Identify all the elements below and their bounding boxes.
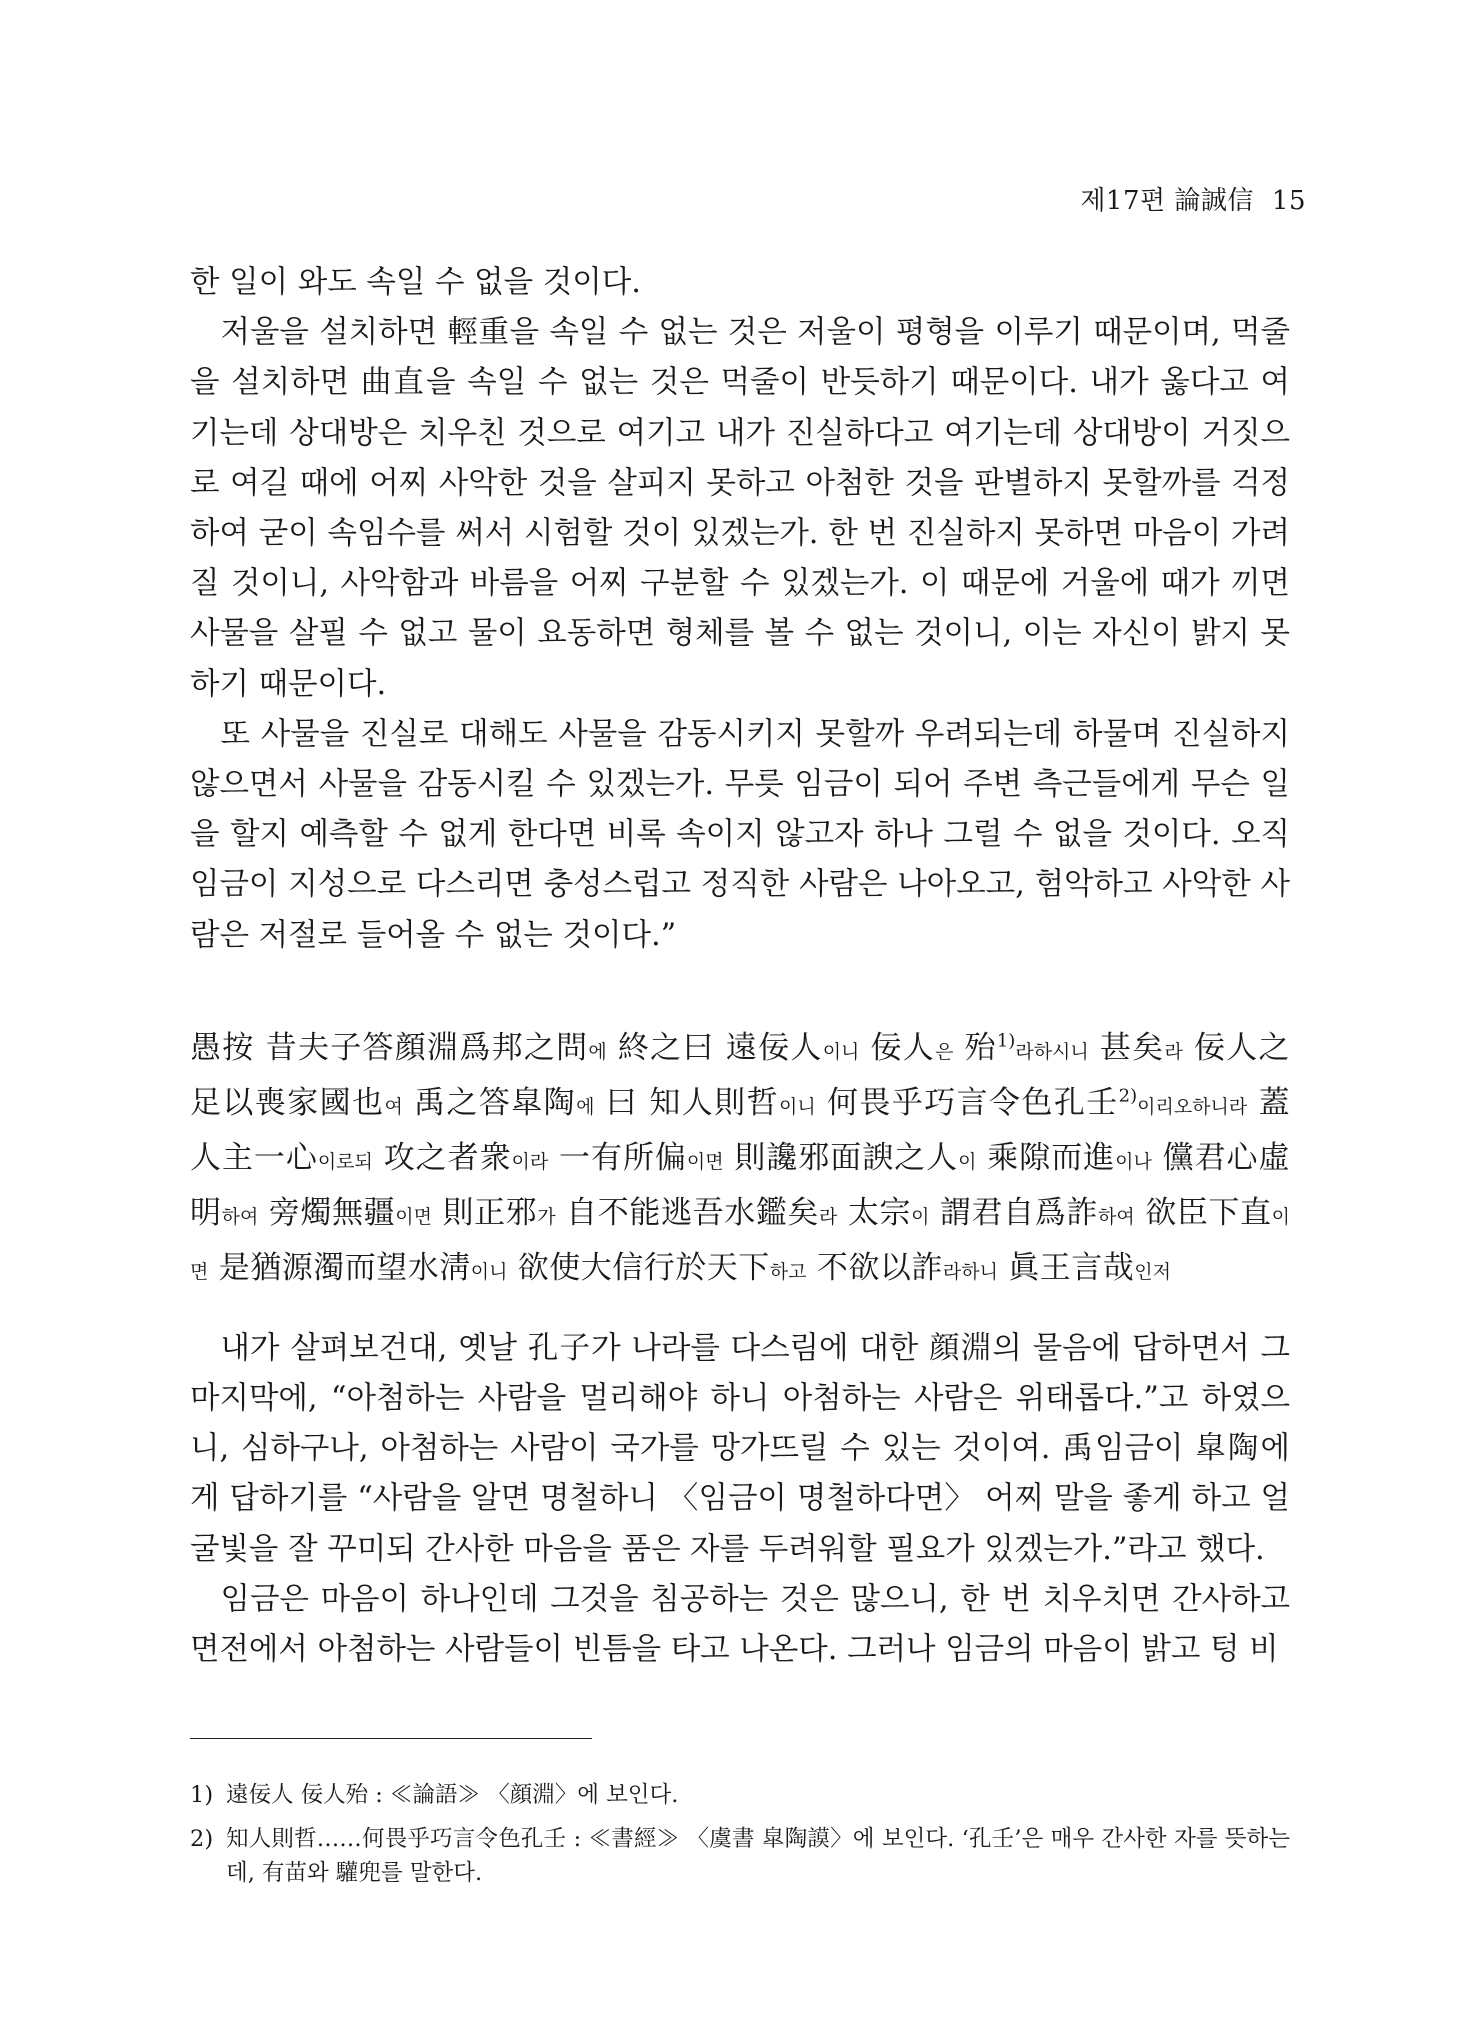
classical-text: 旁燭無疆: [258, 1194, 396, 1231]
hangul-particle: 이로되: [317, 1150, 373, 1173]
page-number: 15: [1271, 186, 1306, 216]
hangul-particle: 하고: [769, 1260, 807, 1283]
paragraph: 한 일이 와도 속일 수 없을 것이다.: [190, 265, 641, 300]
classical-text: 自不能逃吾水鑑矣: [555, 1194, 820, 1231]
paragraph: 저울을 설치하면 輕重을 속일 수 없는 것은 저울이 평형을 이루기 때문이며, 먹줄을 설치하면 曲直을 속일 수 없는 것은 먹줄이 반듯하기 때문이다. 내가 옳다고 여기는데 상대방은 치우친 것으로 여기고 내가 진실하다고 여기는데 상대방이 거짓으로 여길 때에 어찌 사악한 것을 살피지 못하고 아첨한 것을 판별하지 못할까를 걱정하여 굳이 속임수를 써서 시험할 것이 있겠는가. 한 번 진실하지 못하면 마음이 가려질 것이니, 사악함과 바름을 어찌 구분할 수 있겠는가. 이 때문에 거울에 때가 끼면 사물을 살필 수 없고 물이 요동하면 형체를 볼 수 없는 것이니, 이는 자신이 밝지 못하기 때문이다.: [190, 315, 1290, 702]
footnote-number: 1): [190, 1782, 214, 1808]
paragraph: 또 사물을 진실로 대해도 사물을 감동시키지 못할까 우려되는데 하물며 진실하지 않으면서 사물을 감동시킬 수 있겠는가. 무릇 임금이 되어 주변 측근들에게 무슨 일을 할지 예측할 수 없게 한다면 비록 속이지 않고자 하나 그럴 수 없을 것이다. 오직 임금이 지성으로 다스리면 충성스럽고 정직한 사람은 나아오고, 험악하고 사악한 사람은 저절로 들어올 수 없는 것이다.”: [190, 716, 1290, 953]
classical-text: 眞王言哉: [997, 1249, 1135, 1286]
classical-text: 甚矣: [1088, 1029, 1165, 1066]
footnote-ref-1[interactable]: 1): [996, 1030, 1016, 1052]
hangul-particle: 이면: [395, 1205, 432, 1228]
classical-text: 乘隙而進: [976, 1139, 1116, 1176]
classical-text: 不欲以詐: [806, 1249, 943, 1286]
hangul-particle: 이: [958, 1150, 977, 1173]
classical-text: 禹之答皐陶: [402, 1084, 577, 1121]
running-head: [1080, 180, 1306, 217]
hangul-particle: 이니: [822, 1040, 860, 1063]
hangul-particle: 이면: [686, 1150, 724, 1173]
classical-text: 儻君心虛明: [190, 1139, 1291, 1231]
footnote-text: 知人則哲……何畏乎巧言令色孔壬 : ≪書經≫ 〈虞書 皐陶謨〉에 보인다. ‘孔壬’은 매우 간사한 자를 뜻하는데, 有苗와 驩兜를 말한다.: [226, 1826, 1290, 1886]
classical-text: 則正邪: [431, 1194, 538, 1231]
footnote-1: [190, 1778, 1290, 1812]
hangul-particle: 라하시니: [1015, 1040, 1089, 1063]
footnotes: [190, 1778, 1290, 1900]
classical-text: 一有所偏: [548, 1139, 687, 1176]
hangul-particle: 이니: [470, 1260, 508, 1283]
classical-text: 曰 知人則哲: [594, 1084, 779, 1121]
classical-text: 蓋人主一心: [190, 1084, 1290, 1176]
paragraph: 임금은 마음이 하나인데 그것을 침공하는 것은 많으니, 한 번 치우치면 간사하고 면전에서 아첨하는 사람들이 빈틈을 타고 나온다. 그러나 임금의 마음이 밝고 텅 비: [190, 1581, 1290, 1668]
hangul-particle: 이나: [1115, 1150, 1152, 1173]
classical-text: 攻之者衆: [372, 1139, 512, 1176]
hangul-particle: 이라: [511, 1150, 549, 1173]
hangul-particle: 하여: [221, 1205, 259, 1228]
classical-text: 佞人之足以喪家國也: [190, 1029, 1290, 1121]
hangul-particle: 라: [1164, 1040, 1183, 1063]
footnote-ref-2[interactable]: 2): [1118, 1085, 1138, 1107]
hangul-particle: 여: [384, 1095, 403, 1118]
classical-text: 欲臣下直: [1134, 1194, 1272, 1231]
classical-text: 愚按 昔夫子答顔淵爲邦之問: [190, 1029, 589, 1066]
hangul-particle: 이: [911, 1205, 930, 1228]
footnote-text: 遠佞人 佞人殆 : ≪論語≫ 〈顔淵〉에 보인다.: [226, 1782, 679, 1808]
classical-text: 何畏乎巧言令色孔壬: [815, 1084, 1119, 1121]
classical-text: 則讒邪面諛之人: [723, 1139, 959, 1176]
hangul-particle: 하여: [1098, 1205, 1135, 1228]
classical-text: 終之曰 遠佞人: [606, 1029, 823, 1066]
hangul-particle: 에: [588, 1040, 607, 1063]
classical-text: 是猶源濁而望水淸: [208, 1249, 471, 1286]
classical-text: 欲使大信行於天下: [507, 1249, 770, 1286]
classical-text: 殆: [953, 1029, 997, 1066]
hangul-particle: 에: [576, 1095, 595, 1118]
footnote-divider: [190, 1738, 592, 1739]
chapter-title: 제17편 論誠信: [1080, 186, 1254, 216]
hangul-particle: 라: [819, 1205, 838, 1228]
hangul-particle: 이면: [190, 1205, 1291, 1283]
classical-chinese-passage: [190, 1023, 1290, 1298]
footnote-2: [190, 1822, 1290, 1890]
paragraph: 내가 살펴보건대, 옛날 孔子가 나라를 다스림에 대한 顔淵의 물음에 답하면서 그 마지막에, “아첨하는 사람을 멀리해야 하니 아첨하는 사람은 위태롭다.”고 하였으니, 심하구나, 아첨하는 사람이 국가를 망가뜨릴 수 있는 것이여. 禹임금이 皐陶에게 답하기를 “사람을 알면 명철하니 〈임금이 명철하다면〉 어찌 말을 좋게 하고 얼굴빛을 잘 꾸미되 간사한 마음을 품은 자를 두려워할 필요가 있겠는가.”라고 했다.: [190, 1330, 1290, 1567]
hangul-particle: 이니: [779, 1095, 816, 1118]
classical-text: 佞人: [859, 1029, 936, 1066]
body-text: [190, 258, 1290, 1675]
hangul-particle: 은: [935, 1040, 954, 1063]
classical-text: 太宗: [837, 1194, 912, 1231]
hangul-particle: 가: [537, 1205, 556, 1228]
hangul-particle: 라하니: [942, 1260, 998, 1283]
hangul-particle: 인저: [1134, 1260, 1172, 1283]
footnote-number: 2): [190, 1826, 214, 1852]
classical-text: 謂君自爲詐: [929, 1194, 1099, 1231]
hangul-particle: 이리오하니라: [1137, 1095, 1248, 1118]
